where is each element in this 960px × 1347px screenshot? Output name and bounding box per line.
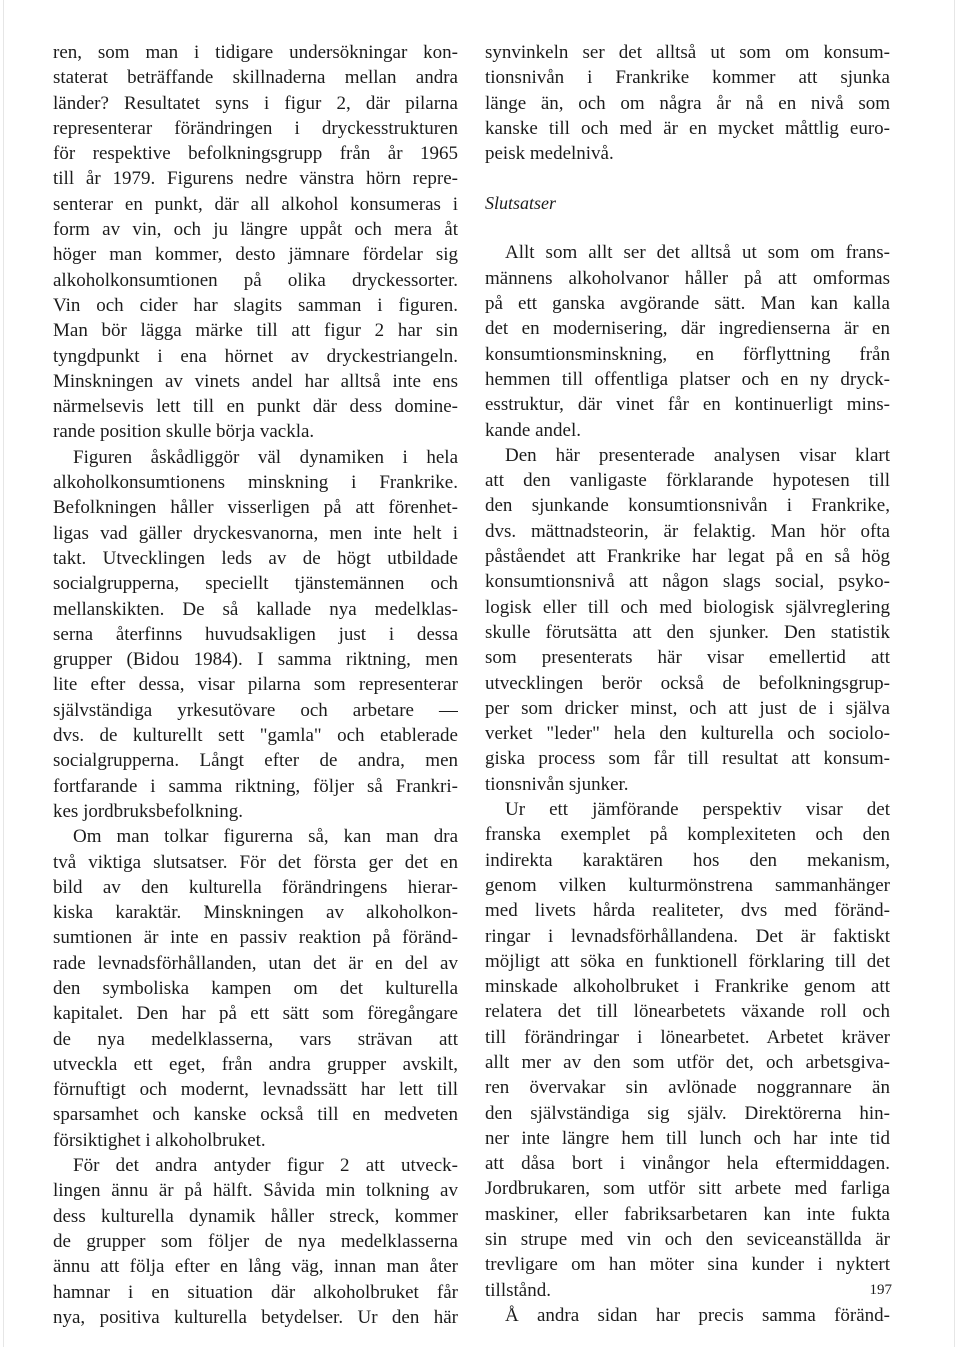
text-line: trevligare om han möter sina kunder i nyktert — [485, 1254, 890, 1276]
text-line: påståendet att Frankrike har legat på en så hög — [485, 546, 890, 568]
text-line: ren övervakar sin avlönade noggrannare än — [485, 1077, 890, 1099]
text-line: ner inte längre hem till lunch och har inte tid — [485, 1127, 890, 1149]
text-line: konsumtionsminskning, en förflyttning från — [485, 343, 890, 365]
text-line: indirekta karaktären hos den mekanism, — [485, 849, 890, 871]
left-text-column — [53, 40, 458, 1330]
text-line: hamnar i en situation där alkoholbruket får — [53, 1281, 458, 1303]
text-line: bild av den kulturella förändringens hierar- — [53, 876, 458, 898]
text-line: per som dricker minst, och att just de i själva — [485, 697, 890, 719]
text-line: närmelsevis lett till en punkt där dess domine- — [53, 396, 458, 418]
text-line: genom vilken kulturmönstrena sammanhänger — [485, 874, 890, 896]
text-line: att dåsa bort i vinångor hela eftermiddagen. — [485, 1153, 890, 1175]
heading-spacer-bottom — [485, 216, 890, 240]
text-line: verket "leder" hela den kulturella och sociolo- — [485, 723, 890, 745]
text-line: mellanskikten. De så kallade nya medelklas- — [53, 598, 458, 620]
text-line: dess kulturella dynamik håller streck, kommer — [53, 1205, 458, 1227]
text-line: att den vanligaste förklarande hypotesen till — [485, 470, 890, 492]
text-line: socialgrupperna, speciellt tjänstemännen och — [53, 573, 458, 595]
text-line: tionsnivån sjunker. — [485, 773, 629, 795]
text-line: Ur ett jämförande perspektiv visar det — [505, 799, 890, 821]
text-line: länge än, och om några år nå en nivå som — [485, 92, 890, 114]
text-line: Den här presenterade analysen visar klart — [505, 444, 890, 466]
heading-spacer-top — [485, 166, 890, 191]
text-line: senterar en punkt, där all alkohol konsumeras i — [53, 193, 458, 215]
text-line: den självständiga sig själv. Direktörerna hin- — [485, 1102, 890, 1124]
text-line: ännu att följa efter en lång väg, innan man åter — [53, 1256, 458, 1278]
text-line: länder? Resultatet syns i figur 2, där pilarna — [53, 92, 458, 114]
text-line: ligas vad gäller dryckesvanorna, men inte helt i — [53, 522, 458, 544]
text-line: tyngdpunkt i ena hörnet av dryckestriangeln. — [53, 345, 458, 367]
right-column-body — [485, 240, 890, 1328]
text-line: tionsnivån i Frankrike kommer att sjunka — [485, 67, 890, 89]
text-line: ren, som man i tidigare undersökningar kon- — [53, 42, 458, 63]
text-line: utvecklingen berör också de befolkningsgrup- — [485, 672, 890, 694]
text-line: kanske till och med är en mycket måttlig euro- — [485, 117, 890, 139]
text-line: rande position skulle börja vackla. — [53, 421, 315, 443]
text-line: som presenterats här visar emellertid att — [485, 647, 890, 669]
text-line: Om man tolkar figurerna så, kan man dra — [73, 826, 458, 848]
text-line: sumtionen är inte en passiv reaktion på föränd- — [53, 927, 458, 949]
text-line: utveckla ett eget, från andra grupper avskilt, — [53, 1053, 458, 1075]
text-line: hemmen till offentliga platser och en ny dryck- — [485, 368, 890, 390]
text-line: Man bör lägga märke till att figur 2 har sin — [53, 320, 458, 342]
text-line: på ett ganska avgörande sätt. Man kan kalla — [485, 293, 890, 315]
text-line: männens alkoholvanor håller på att omformas — [485, 267, 890, 289]
text-line: kes jordbruksbefolkning. — [53, 800, 243, 822]
text-line: till år 1979. Figurens nedre vänstra hörn repre- — [53, 168, 458, 190]
text-line: minskade alkoholbruket i Frankrike genom att — [485, 976, 890, 998]
text-line: försiktighet i alkoholbruket. — [53, 1129, 266, 1151]
text-line: för respektive befolkningsgrupp från år 1965 — [53, 143, 458, 165]
text-line: dvs. de kulturellt sett "gamla" och etablerade — [53, 725, 458, 747]
text-line: kande andel. — [485, 419, 582, 441]
text-line: Minskningen av vinets andel har alltså inte ens — [53, 370, 458, 392]
text-line: skulle förutsätta att den sjunker. Den statistik — [485, 621, 890, 643]
text-line: lingen ännu är på hälft. Såvida min tolkning av — [53, 1180, 458, 1202]
text-line: alkoholkonsumtionens minskning i Frankrike. — [53, 472, 458, 494]
text-line: kiska karaktär. Minskningen av alkoholkon- — [53, 902, 458, 924]
text-line: relatera det till lönearbetets växande roll och — [485, 1001, 890, 1023]
section-heading-slutsatser: Slutsatser — [485, 193, 557, 214]
text-line: Befolkningen håller visserligen på att förenhet- — [53, 497, 458, 519]
text-line: maskiner, eller fabriksarbetaren kan inte fukta — [485, 1203, 890, 1225]
text-line: två viktiga slutsatser. För det första ger det en — [53, 851, 458, 873]
text-line: sin strupe med vin och den seviceanställda är — [485, 1229, 890, 1251]
text-line: höger man kommer, desto jämnare fördelar sig — [53, 244, 458, 266]
right-column-intro — [485, 40, 890, 166]
text-line: det en modernisering, där ingredienserna är en — [485, 318, 890, 340]
text-line: ringar i levnadsförhållandena. Det är faktiskt — [485, 925, 890, 947]
text-line: nya, positiva kulturella betydelser. Ur den här — [53, 1306, 458, 1328]
text-line: staterat beträffande skillnaderna mellan andra — [53, 67, 458, 89]
text-line: takt. Utvecklingen leds av de högt utbildade — [53, 547, 458, 569]
text-line: logisk eller till och med biologisk självreglering — [485, 596, 890, 618]
text-line: möjligt att söka en funktionell förklaring till det — [485, 950, 890, 972]
text-line: franska exemplet på komplexiteten och den — [485, 824, 890, 846]
text-line: de nya medelklasserna, vars strävan att — [53, 1028, 458, 1050]
text-line: Figuren åskådliggör väl dynamiken i hela — [73, 446, 458, 468]
text-line: till förändringar i lönearbetet. Arbetet kräver — [485, 1026, 890, 1048]
text-line: peisk medelnivå. — [485, 143, 614, 165]
scan-edge-left — [3, 0, 4, 1347]
text-line: serna återfinns huvudsakligen just i dessa — [53, 623, 458, 645]
text-line: För det andra antyder figur 2 att utveck- — [73, 1155, 458, 1177]
right-text-column — [485, 40, 890, 1328]
text-line: kapitalet. Den har på ett sätt som föregångare — [53, 1003, 458, 1025]
page-number: 197 — [869, 1282, 892, 1298]
text-line: allt mer av den som utför det, och arbetsgiva- — [485, 1051, 890, 1073]
text-line: fortfarande i samma riktning, följer så Frankri- — [53, 775, 458, 797]
text-line: grupper (Bidou 1984). I samma riktning, men — [53, 649, 458, 671]
text-line: Allt som allt ser det alltså ut som om frans- — [505, 242, 890, 264]
text-line: socialgrupperna. Långt efter de andra, men — [53, 750, 458, 772]
text-line: de grupper som följer de nya medelklasserna — [53, 1230, 458, 1252]
text-line: form av vin, och ju längre uppåt och mera åt — [53, 219, 458, 241]
text-line: Å andra sidan har precis samma föränd- — [505, 1304, 890, 1326]
text-line: sparsamhet och kanske också till en medveten — [53, 1104, 458, 1126]
text-line: med livets hårda realiteter, dvs med föränd- — [485, 900, 890, 922]
text-line: dvs. mättnadsteorin, är felaktig. Man hör ofta — [485, 520, 890, 542]
text-line: den symboliska kampen om det kulturella — [53, 977, 458, 999]
text-line: rade levnadsförhållanden, utan det är en del av — [53, 952, 458, 974]
text-line: självständiga yrkesutövare och arbetare — — [53, 699, 458, 721]
text-line: Jordbrukaren, som utför sitt arbete med farliga — [485, 1178, 890, 1200]
text-line: representerar förändringen i dryckesstrukturen — [53, 117, 458, 139]
text-line: tillstånd. — [485, 1279, 551, 1301]
text-line: den sjunkande konsumtionsnivån i Frankrike, — [485, 495, 890, 517]
text-line: synvinkeln ser det alltså ut som om konsum- — [485, 42, 890, 63]
text-line: lite efter dessa, visar pilarna som representerar — [53, 674, 458, 696]
text-line: Vin och cider har slagits samman i figuren. — [53, 294, 458, 316]
text-line: giska process som får till resultat att konsum- — [485, 748, 890, 770]
text-line: alkoholkonsumtionen på olika dryckessorter. — [53, 269, 458, 291]
scan-edge-right — [954, 0, 955, 1347]
text-line: esstruktur, där vinet får en kontinuerligt mins- — [485, 394, 890, 416]
text-line: konsumtionsnivå att någon slags social, psyko- — [485, 571, 890, 593]
text-line: förnuftigt och modernt, levnadssätt har lett till — [53, 1079, 458, 1101]
